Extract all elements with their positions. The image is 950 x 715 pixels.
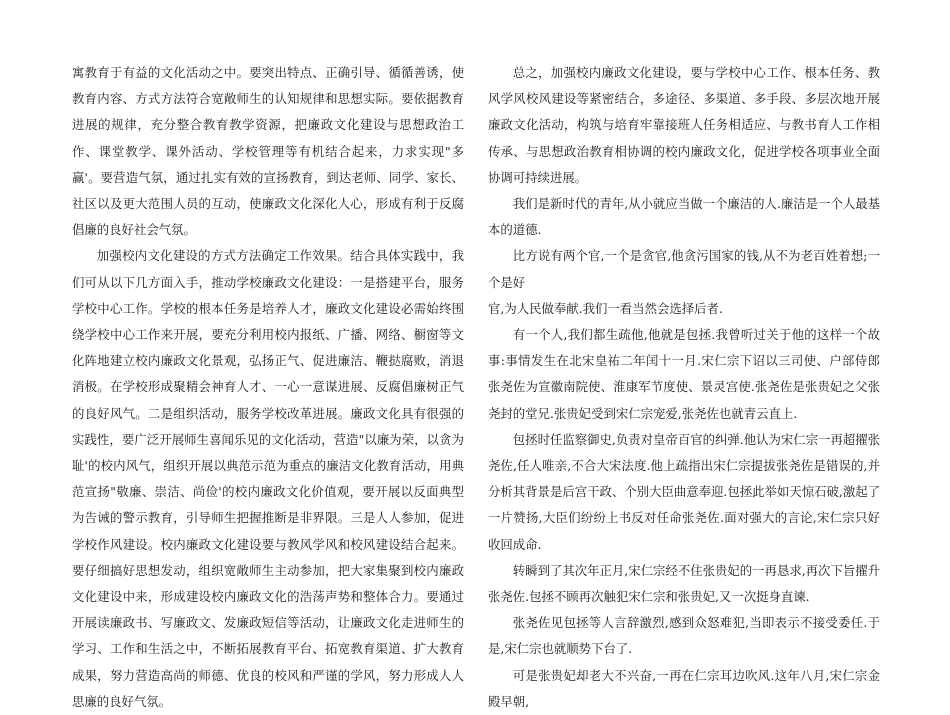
- paragraph: 加强校内文化建设的方式方法确定工作效果。结合具体实践中，我们可从以下几方面入手，推动学校廉政文化建设：一是搭建平台，服务学校中心工作。学校的根本任务是培养人才，廉政文化建设必需始终围绕学校中心工作来开展，要充分利用校内报纸、广播、网络、橱窗等文化阵地建立校内廉政文化景观，弘扬正气、促进廉洁、鞭挞腐败，消退消极。在学校形成聚精会神育人才、一心一意谋进展、反腐倡廉树正气的良好风气。二是组织活动，服务学校改革进展。廉政文化具有很强的实践性，要广泛开展师生喜闻乐见的文化活动，营造"以廉为荣，以贪为耻'的校内风气，组织开展以典范示范为重点的廉洁文化教育活动，用典范宣扬"敬廉、崇洁、尚俭'的校内廉政文化价值观，要开展以反面典型为告诫的警示教育，引导师生把握推断是非界限。三是人人参加，促进学校作风建设。校内廉政文化建设要与教风学风和校风建设结合起来。要仔细搞好思想发动，组织宽敞师生主动参加，把大家集聚到校内廉政文化建设中来，形成建设校内廉政文化的浩荡声势和整体合力。要通过开展读廉政书、写廉政文、发廉政短信等活动，让廉政文化走进师生的学习、工作和生活之中，不断拓展教育平台、拓宽教育渠道、扩大教育成果，努力营造高尚的师德、优良的校风和严谨的学风，努力形成人人思廉的良好气氛。: [72, 248, 464, 709]
- paragraph: 可是张贵妃却老大不兴奋,一再在仁宗耳边吹风.这年八月,宋仁宗金殿早朝,: [488, 667, 880, 709]
- paragraph: 有一个人,我们都生疏他,他就是包拯.我曾听过关于他的这样一个故事:事情发生在北宋皇祐二年闰十一月.宋仁宗下诏以三司使、户部侍郎张尧佐为宣徽南院使、淮康军节度使、景灵宫使.张尧佐是张贵妃之父张尧封的堂兄.张贵妃受到宋仁宗宠爱,张尧佐也就青云直上.: [488, 327, 880, 421]
- right-column: [488, 60, 880, 715]
- paragraph: 包拯时任监察御史,负责对皇帝百官的纠弹.他认为宋仁宗一再超擢张尧佐,任人唯亲,不合大宋法度.他上疏指出宋仁宗提拔张尧佐是错误的,并分析其背景是后宫干政、个别大臣曲意奉迎.包拯此举如天惊石破,激起了一片赞扬,大臣们纷纷上书反对任命张尧佐.面对强大的言论,宋仁宗只好收回成命.: [488, 431, 881, 552]
- left-column: [72, 60, 464, 715]
- paragraph: 我们是新时代的青年,从小就应当做一个廉洁的人.廉洁是一个人最基本的道德.: [488, 196, 881, 238]
- paragraph: 寓教育于有益的文化活动之中。要突出特点、正确引导、循循善诱，使教育内容、方式方法符合宽敞师生的认知规律和思想实际。要依据教育进展的规律，充分整合教育教学资源，把廉政文化建设与思想政治工作、课堂教学、课外活动、学校管理等有机结合起来，力求实现"多赢'。要营造气氛，通过扎实有效的宣扬教育，到达老师、同学、家长、社区以及更大范围人员的互动，使廉政文化深化人心，形成有利于反腐倡廉的良好社会气氛。: [72, 65, 464, 238]
- paragraph: 总之，加强校内廉政文化建设，要与学校中心工作、根本任务、教风学风校风建设等紧密结合，多途径、多渠道、多手段、多层次地开展廉政文化活动，构筑与培育牢靠接班人任务相适应、与教书育人工作相传承、与思想政治教育相协调的校内廉政文化，促进学校各项事业全面协调可持续进展。: [488, 65, 880, 185]
- paragraph: 官,为人民做奉献.我们一看当然会选择后者.: [488, 300, 723, 316]
- paragraph: 比方说有两个官,一个是贪官,他贪污国家的钱,从不为老百姓着想;一个是好: [488, 248, 880, 290]
- paragraph: 张尧佐见包拯等人言辞激烈,感到众怒难犯,当即表示不接受委任.于是,宋仁宗也就顺势下台了.: [488, 615, 880, 657]
- paragraph: 转瞬到了其次年正月,宋仁宗经不住张贵妃的一再恳求,再次下旨擢升张尧佐.包拯不顾再次触犯宋仁宗和张贵妃,又一次挺身直谏.: [488, 562, 881, 605]
